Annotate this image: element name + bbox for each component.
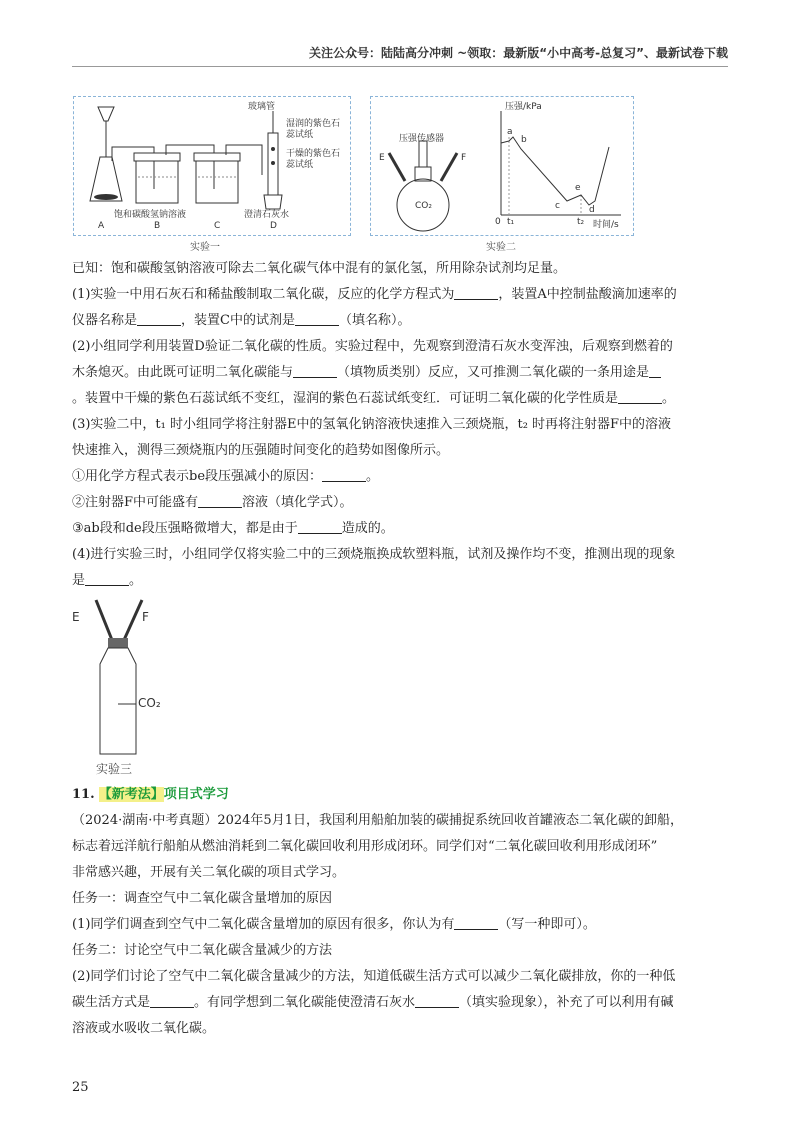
answer-blank[interactable]: [454, 285, 498, 300]
q3-text: 。: [366, 469, 380, 484]
point-e: e: [575, 183, 581, 193]
label-dry-paper: 干燥的紫色石蕊试纸: [286, 149, 341, 170]
q1-text: (1)实验一中用石灰石和稀盐酸制取二氧化碳，反应的化学方程式为: [72, 287, 455, 302]
answer-blank[interactable]: [293, 363, 337, 378]
label-tube: 玻璃管: [248, 102, 276, 112]
question-4-line-2: [72, 568, 728, 594]
answer-blank[interactable]: [649, 363, 661, 378]
question-2-line-3: [72, 386, 728, 412]
known-note: 已知：饱和碳酸氢钠溶液可除去二氧化碳气体中混有的氯化氢，所用除杂试剂均足量。: [72, 261, 567, 276]
answer-blank[interactable]: [85, 571, 129, 586]
answer-blank[interactable]: [415, 993, 459, 1008]
figure-1-caption: 实验一: [190, 242, 220, 253]
point-b: b: [521, 135, 527, 145]
label-f: F: [142, 610, 149, 624]
question-3-line-1: (3)实验二中，t₁ 时小组同学将注射器E中的氢氧化钠溶液快速推入三颈烧瓶，t₂ 时再将注射器F中的溶液: [72, 417, 672, 432]
new-method-tag: 【新考法】: [98, 787, 164, 802]
question-11-line-3: 非常感兴趣，开展有关二氧化碳的项目式学习。: [72, 865, 346, 880]
label-d: D: [270, 221, 277, 231]
answer-blank[interactable]: [454, 915, 498, 930]
q4-text: 。: [129, 573, 143, 588]
figure-3-caption: 实验三: [96, 762, 133, 776]
label-f: F: [461, 153, 467, 163]
answer-blank[interactable]: [198, 493, 242, 508]
q2-text: 。装置中干燥的紫色石蕊试纸不变红，湿润的紫色石蕊试纸变红．可证明二氧化碳的化学性质是: [72, 391, 619, 406]
page-number: 25: [72, 1080, 89, 1095]
figure-experiment-1: [73, 96, 351, 236]
question-1-line-2: [72, 308, 728, 334]
question-11-line-2: 标志着远洋航行船舶从燃油消耗到二氧化碳回收利用形成闭环。同学们对“二氧化碳回收利用形成闭环”: [72, 839, 658, 854]
question-3-sub-2: [72, 490, 728, 516]
q3-text: ③ab段和de段压强略微增大，都是由于: [72, 521, 298, 536]
label-e: E: [72, 610, 80, 624]
label-co2: CO₂: [138, 696, 161, 710]
label-solution: 饱和碳酸氢钠溶液: [114, 210, 187, 220]
label-limewater: 澄清石灰水: [244, 210, 290, 220]
answer-blank[interactable]: [137, 311, 181, 326]
q1-text: ，装置C中的试剂是: [181, 313, 295, 328]
task-2-heading: 任务二：讨论空气中二氧化碳含量减少的方法: [72, 943, 333, 958]
point-c: c: [555, 201, 560, 211]
q3-text: ②注射器F中可能盛有: [72, 495, 199, 510]
label-c: C: [214, 221, 221, 231]
question-4-line-1: (4)进行实验三时，小组同学仅将实验二中的三颈烧瓶换成软塑料瓶，试剂及操作均不变，推测出现的现象: [72, 547, 676, 562]
label-sensor: 压强传感器: [399, 134, 445, 144]
page-header: 关注公众号：陆陆高分冲刺 ~领取：最新版“小中高考-总复习”、最新试卷下载: [309, 46, 728, 60]
plastic-bottle-diagram: [72, 592, 182, 762]
label-t2: t₂: [577, 217, 585, 227]
q2-text: 木条熄灭。由此既可证明二氧化碳能与: [72, 365, 294, 380]
question-11-line-1: （2024·湖南·中考真题）2024年5月1日，我国利用船舶加装的碳捕捉系统回收首罐液态二氧化碳的卸船，: [72, 813, 683, 828]
task2-text: 碳生活方式是: [72, 995, 151, 1010]
label-co2: CO₂: [415, 201, 432, 211]
point-a: a: [507, 127, 513, 137]
q2-text: 。: [662, 391, 676, 406]
answer-blank[interactable]: [322, 467, 366, 482]
q2-text: （填物质类别）反应，又可推测二氧化碳的一条用途是: [337, 365, 650, 380]
q1-text: （填名称）。: [338, 313, 411, 328]
question-1-line-1: [72, 282, 728, 308]
question-3-sub-1: [72, 464, 728, 490]
question-2-line-2: [72, 360, 728, 386]
answer-blank[interactable]: [150, 993, 194, 1008]
answer-blank[interactable]: [295, 311, 339, 326]
task-2-line-2: [72, 990, 728, 1016]
task-1-heading: 任务一：调查空气中二氧化碳含量增加的原因: [72, 891, 333, 906]
q3-text: ①用化学方程式表示be段压强减小的原因：: [72, 469, 323, 484]
q1-text: 仪器名称是: [72, 313, 138, 328]
label-b: B: [154, 221, 161, 231]
figure-2-caption: 实验二: [486, 242, 516, 253]
header-rule: [72, 66, 728, 67]
q3-text: 溶液（填化学式）。: [242, 495, 353, 510]
task-1-question: [72, 912, 728, 938]
label-a: A: [98, 221, 105, 231]
answer-blank[interactable]: [298, 519, 342, 534]
task2-text: （填实验现象），补充了可以利用有碱: [459, 995, 674, 1010]
axis-x-label: 时间/s: [593, 220, 619, 230]
label-origin: 0: [495, 217, 501, 227]
point-d: d: [589, 205, 595, 215]
task-2-line-1: (2)同学们讨论了空气中二氧化碳含量减少的方法，知道低碳生活方式可以减少二氧化碳排放，你的一种低: [72, 969, 676, 984]
question-2-line-1: (2)小组同学利用装置D验证二氧化碳的性质。实验过程中，先观察到澄清石灰水变浑浊，后观察到燃着的: [72, 339, 673, 354]
task2-text: 。有同学想到二氧化碳能使澄清石灰水: [194, 995, 416, 1010]
q3-text: 造成的。: [341, 521, 394, 536]
task1-text: （写一种即可）。: [498, 917, 596, 932]
label-t1: t₁: [507, 217, 515, 227]
task1-text: (1)同学们调查到空气中二氧化碳含量增加的原因有很多，你认为有: [72, 917, 455, 932]
figure-experiment-3: [72, 592, 182, 782]
task-2-line-3: 溶液或水吸收二氧化碳。: [72, 1021, 216, 1036]
question-3-line-2: 快速推入，测得三颈烧瓶内的压强随时间变化的趋势如图像所示。: [72, 443, 450, 458]
question-11-heading: [72, 782, 728, 808]
label-e: E: [379, 153, 385, 163]
question-3-sub-3: [72, 516, 728, 542]
label-wet-paper: 湿润的紫色石蕊试纸: [286, 119, 341, 140]
axis-y-label: 压强/kPa: [505, 102, 542, 112]
question-number: 11.: [72, 787, 95, 802]
figure-experiment-2: [370, 96, 634, 236]
q4-text: 是: [72, 573, 86, 588]
q1-text: ，装置A中控制盐酸滴加速率的: [498, 287, 677, 302]
project-learning-title: 项目式学习: [163, 787, 229, 802]
answer-blank[interactable]: [618, 389, 662, 404]
